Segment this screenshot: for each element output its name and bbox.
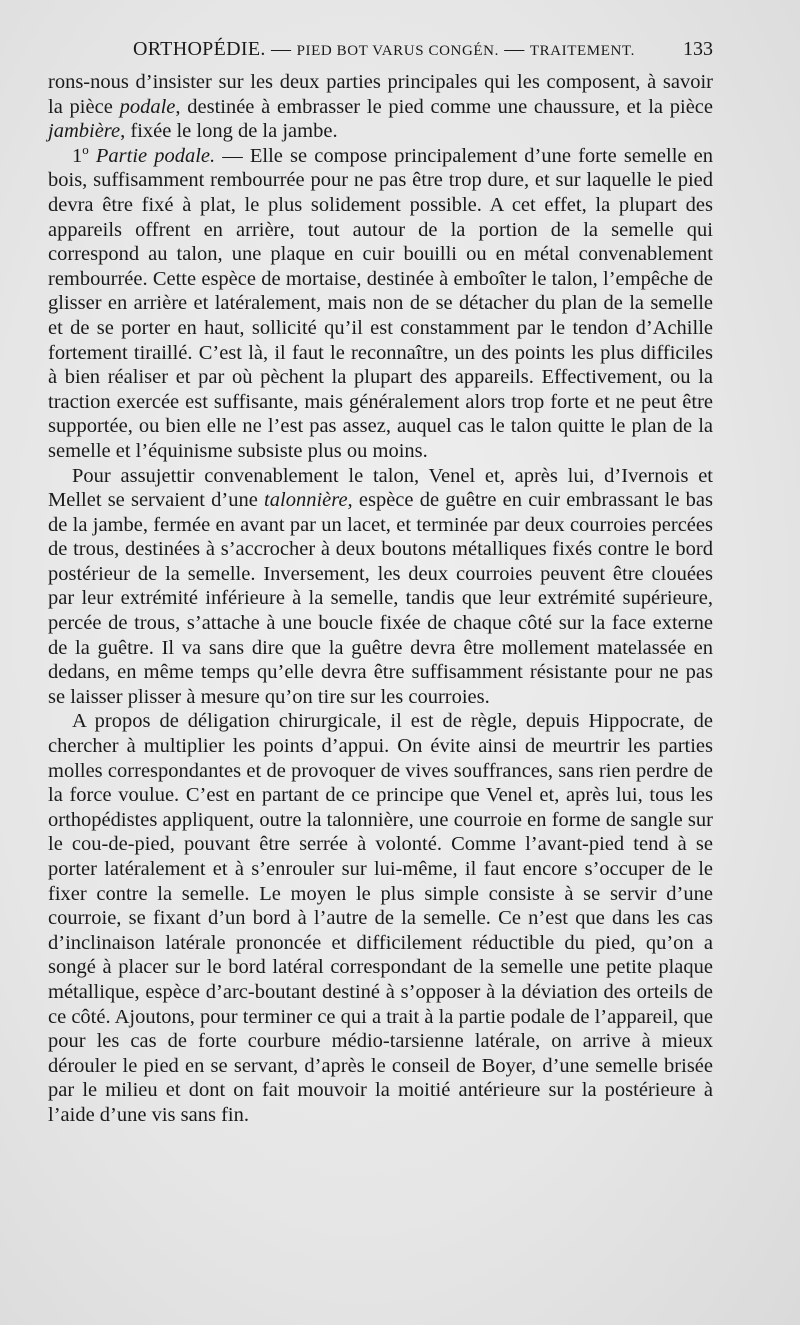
running-title-separator: — [265,38,297,60]
italic-term: jambière [48,120,121,143]
running-title [133,38,635,61]
paragraph-text: espèce de guêtre en cuir embrassant le bas de la jambe, fermée en avant par un lacet, et terminée par deux courroies percées de trous, destinées à s’accrocher à deux boutons métalliques fixés contre le bord postérieur de la semelle. Inversement, les deux courroies peuvent être clouées par leur extrémité inférieure à la semelle, tandis que leur extrémité supérieure, percée de trous, s’attache à une boucle fixée de chaque côté sur la face externe de la guêtre. Il va sans dire que la guêtre devra être mollement matelassée en dedans, en même temps qu’elle devra être suffisamment résistante pour ne pas se laisser plisser à mesure qu’on tire sur les courroies. [48,489,713,708]
section-title: Partie podale. [88,144,216,167]
running-title-main: ORTHOPÉDIE. [133,38,266,60]
page-number: 133 [683,38,713,60]
running-head [48,38,713,68]
italic-term: podale [119,95,176,118]
running-title-section: TRAITEMENT. [529,43,635,59]
paragraph-text: rons-nous d’insister sur les deux parties principales qui les composent, à savoir la pièce [48,71,713,118]
paragraph-text: , destinée à embrasser le pied comme une chaussure, et la pièce [175,95,713,118]
paragraph-continuation [48,70,713,144]
italic-term: talonnière, [264,489,353,512]
paragraph-talonniere [48,464,713,710]
running-title-subject: PIED BOT VARUS CONGÉN. [296,43,499,59]
section-number: 1 [72,144,83,167]
paragraph-deligation [48,709,713,1127]
paragraph-text: — Elle se compose principalement d’une forte semelle en bois, suffisamment rembourrée pour ne pas être trop dure, et sur laquelle le pied devra être fixé à plat, le plus solidement possible. A cet effet, la plupart des appareils offrent en arrière, tout autour de la portion de la semelle qui correspond au talon, une plaque en cuir bouilli ou en métal convenablement rembourrée. Cette espèce de mortaise, destinée à emboîter le talon, l’empêche de glisser en arrière et latéralement, mais non de se détacher du plan de la semelle et de se porter en haut, sollicité qu’il est constamment par le tendon d’Achille fortement tiraillé. C’est là, il faut le reconnaître, un des points les plus difficiles à bien réaliser et par où pèchent la plupart des appareils. Effectivement, ou la traction exercée est suffisante, mais généralement alors trop forte et ne peut être supportée, ou bien elle ne l’est pas assez, auquel cas le talon quitte le plan de la semelle et l’équinisme subsiste plus ou moins. [48,144,713,462]
paragraph-text: A propos de déligation chirurgicale, il est de règle, depuis Hippocrate, de chercher à multiplier les points d’appui. On évite ainsi de meurtrir les parties molles correspondantes et de provoquer de vives souffrances, sans rien perdre de la force voulue. C’est en partant de ce principe que Venel et, après lui, tous les orthopédistes appliquent, outre la talonnière, une courroie en forme de sangle sur le cou-de-pied, pouvant être serrée à volonté. Comme l’avant-pied tend à se porter latéralement et à s’enrouler sur lui-même, il faut encore s’occuper de le fixer contre la semelle. Le moyen le plus simple consiste à se servir d’une courroie, se fixant d’un bord à l’autre de la semelle. Ce n’est que dans les cas d’inclinaison latérale prononcée et difficilement réductible du pied, qu’on a songé à placer sur le bord latéral correspondant de la semelle une petite plaque métallique, espèce d’arc-boutant destiné à s’opposer à la déviation des orteils de ce côté. Ajoutons, pour terminer ce qui a trait à la partie podale de l’appareil, que pour les cas de forte courbure médio-tarsienne latérale, on arrive à mieux dérouler le pied en se servant, d’après le conseil de Boyer, d’une semelle brisée par le milieu et dont on fait mouvoir la moitié antérieure sur la postérieure à l’aide d’une vis sans fin. [48,710,713,1126]
body-text [48,70,713,1128]
running-title-separator: — [498,38,530,60]
section-number-superscript: o [82,141,89,157]
paragraph-text: Pour assujettir convenablement le talon, Venel et, après lui, d’Ivernois et Mellet se servaient d’une [48,464,713,512]
paragraph-text: , fixée le long de la jambe. [120,120,338,143]
paragraph-partie-podale [48,141,713,464]
